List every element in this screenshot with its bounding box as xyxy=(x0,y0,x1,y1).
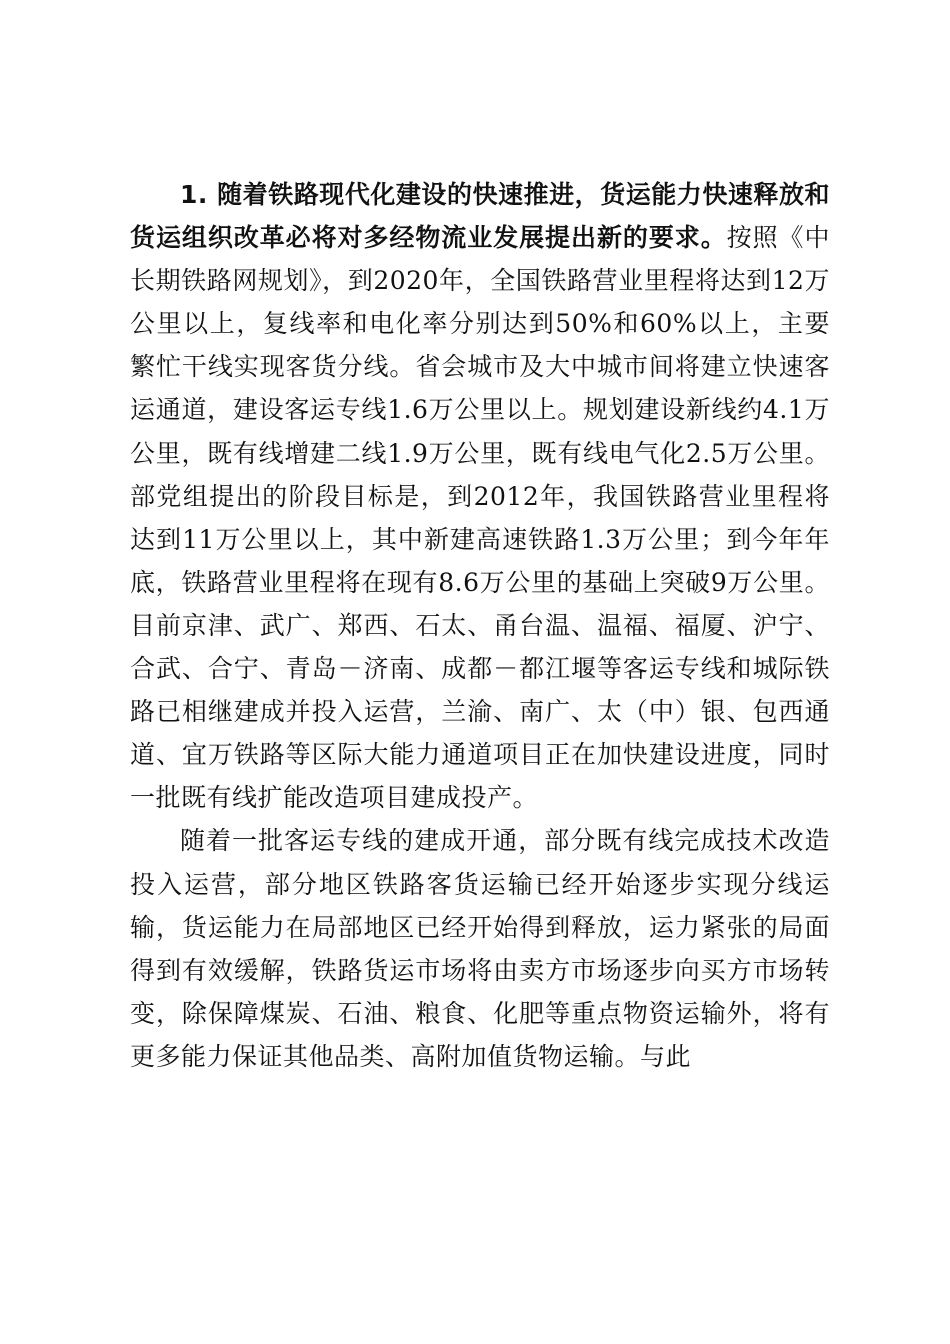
paragraph-1-body: 按照《中长期铁路网规划》，到2020年，全国铁路营业里程将达到12万公里以上，复线率和电化率分别达到50%和60%以上，主要繁忙干线实现客货分线。省会城市及大中城市间将建立快速客运通道，建设客运专线1.6万公里以上。规划建设新线约4.1万公里，既有线增建二线1.9万公里，既有线电气化2.5万公里。部党组提出的阶段目标是，到2012年，我国铁路营业里程将达到11万公里以上，其中新建高速铁路1.3万公里；到今年年底，铁路营业里程将在现有8.6万公里的基础上突破9万公里。目前京津、武广、郑西、石太、甬台温、温福、福厦、沪宁、合武、合宁、青岛－济南、成都－都江堰等客运专线和城际铁路已相继建成并投入运营，兰渝、南广、太（中）银、包西通道、宜万铁路等区际大能力通道项目正在加快建设进度，同时一批既有线扩能改造项目建成投产。 xyxy=(130,223,830,813)
paragraph-1 xyxy=(130,173,830,819)
paragraph-2: 随着一批客运专线的建成开通，部分既有线完成技术改造投入运营，部分地区铁路客货运输已经开始逐步实现分线运输，货运能力在局部地区已经开始得到释放，运力紧张的局面得到有效缓解，铁路货运市场将由卖方市场逐步向买方市场转变，除保障煤炭、石油、粮食、化肥等重点物资运输外，将有更多能力保证其他品类、高附加值货物运输。与此 xyxy=(130,826,830,1071)
paragraph-1-lead: 1. 随着铁路现代化建设的快速推进，货运能力快速释放和货运组织改革必将对多经物流业发展提出新的要求。 xyxy=(130,180,830,253)
document-body xyxy=(130,173,830,1078)
